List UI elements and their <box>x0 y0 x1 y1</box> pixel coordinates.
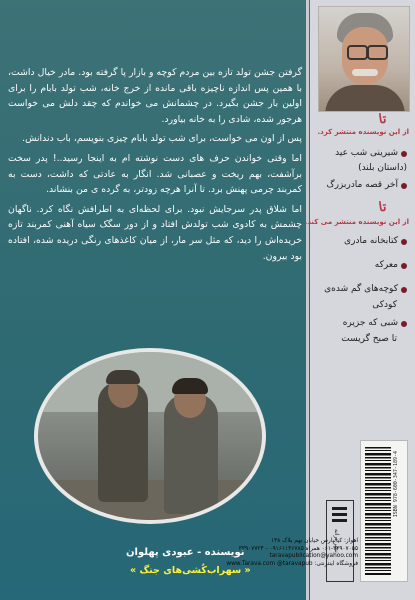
book-title: شیرینی شب عید <box>335 148 398 158</box>
publisher-logo-mark: تا <box>377 111 388 128</box>
synopsis-text <box>8 65 302 268</box>
author-photo <box>318 6 410 112</box>
publisher-phone: ۰۶۱-۳۳۹۰۷۰۵۵ همراه ۰۹۱۶۱۱۳۶۷۸۵ - ۳۳۹۰۷۷۲۴ <box>238 545 358 552</box>
book-title: آخر قصه مادربزرگ <box>326 180 398 190</box>
bullet-icon <box>401 321 407 327</box>
synopsis-paragraph: گرفتن جشن تولد تازه بین مردم کوچه و بازار پا گرفته بود. مادر خیال داشت، با همین پس اندازه ناچیزه باقی مانده از خرج خانه، شب تولد بابام را برای اولین بار جشن بگیرد. در چشمانش می خواندم که چقد دلش می خواست هرجور شده، شادی را به خانه بیاورد. <box>8 67 302 125</box>
forthcoming-label: از این نویسنده منتشر می کند. <box>304 218 409 226</box>
publisher-email: taravapublication@yahoo.com <box>269 553 358 560</box>
bullet-icon <box>401 287 407 293</box>
book-title: معرکه <box>374 260 398 270</box>
publisher-logo-mark: تا <box>377 199 388 216</box>
author-credit: نویسنده - عبودی پهلوان <box>126 547 245 558</box>
book-subtitle: (داستان بلند) <box>358 163 407 173</box>
bullet-icon <box>401 151 407 157</box>
bullet-icon <box>401 183 407 189</box>
publisher-lines-icon <box>332 507 347 525</box>
book-title: شبی که جزیره <box>342 318 398 328</box>
book-title: کتابخانه مادری <box>344 236 398 246</box>
book-item <box>344 236 407 248</box>
published-label: از این نویسنده منتشر کرد. <box>317 128 409 136</box>
barcode-icon <box>365 447 391 575</box>
book-item <box>343 318 407 330</box>
bullet-icon <box>401 239 407 245</box>
synopsis-paragraph: پس از اون می خواست، برای شب تولد بابام چیزی بنویسم، باب دندانش. <box>22 133 302 145</box>
book-title-continued: تا صبح گریست <box>341 334 397 344</box>
isbn-number: ISBN 978-600-347-189-4 <box>393 451 399 518</box>
series-title: « سهراب‌کُشی‌های جنگ » <box>130 565 251 576</box>
book-item <box>335 148 407 160</box>
book-title-continued: کودکی <box>372 300 397 310</box>
publisher-website: فروشگاه اینترنتی: www.Tarava.com @taravapub <box>226 560 358 567</box>
book-item <box>327 180 407 192</box>
sidebar-divider <box>306 0 309 600</box>
synopsis-paragraph: اما شلاق پدر سرجایش نبود. برای لحظه‌ای به اطرافش نگاه کرد. ناگهان چشمش به کادوی شب تولدش افتاد و از دور سگک سیاه آهنی کمربند تازه خریده‌اش را دید، که مثل سر مار، از میان کاغذهای رنگی دریده شده، افتاده بود بیرون. <box>8 203 302 262</box>
book-item <box>375 260 407 272</box>
barcode <box>360 440 408 582</box>
book-item <box>324 284 407 296</box>
bullet-icon <box>401 263 407 269</box>
publisher-logo-text: نشر ترانه <box>333 529 340 553</box>
synopsis-paragraph: اما وقتی خواندن حرف های دست نوشته ام به اینجا رسید..! پدر سخت برآشفت، بهم ریخت و عصبانی شد. انگار به عادتی که داشت، دست به کمربند چرمی پهنش برد. تا آنرا هرچه زودتر، به گرده ی من بنشاند. <box>8 152 302 196</box>
soldiers-photo <box>34 348 266 524</box>
book-title: کوچه‌های گم شده‌ی <box>324 284 398 294</box>
publisher-address: اهواز: کیانپارس خیابان نهم بلاک ۱۳۸ <box>270 538 358 544</box>
